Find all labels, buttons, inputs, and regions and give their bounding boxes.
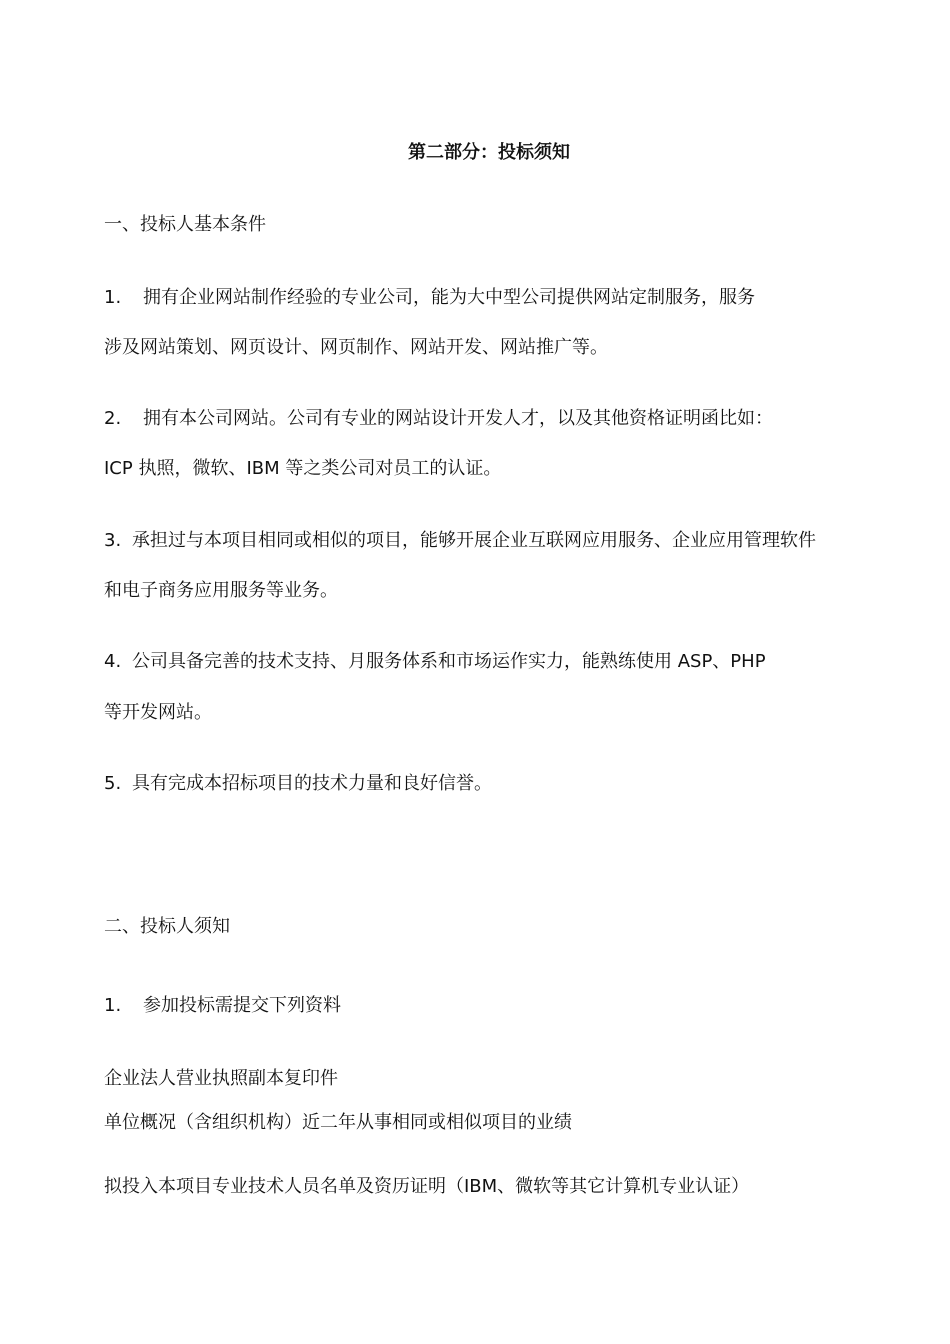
condition-item-4-line-2: 等开发网站。 — [104, 702, 212, 723]
condition-item-5 — [104, 772, 492, 796]
item-number: 3. — [104, 530, 122, 551]
condition-item-4-line-1 — [104, 650, 766, 674]
item-number: 2. — [104, 408, 122, 429]
notice-item-1 — [104, 994, 341, 1018]
item-text: 拥有企业网站制作经验的专业公司，能为大中型公司提供网站定制服务，服务 — [143, 287, 755, 308]
section-heading-basic-conditions: 一、投标人基本条件 — [104, 214, 266, 235]
material-item-company-profile: 单位概况（含组织机构）近二年从事相同或相似项目的业绩 — [104, 1112, 572, 1133]
condition-item-2-line-2: ICP 执照，微软、IBM 等之类公司对员工的认证。 — [104, 458, 502, 479]
item-number: 1. — [104, 995, 122, 1016]
condition-item-1-line-2: 涉及网站策划、网页设计、网页制作、网站开发、网站推广等。 — [104, 337, 608, 358]
item-text: 公司具备完善的技术支持、月服务体系和市场运作实力，能熟练使用 ASP、PHP — [132, 651, 766, 672]
section-heading-bidder-notice: 二、投标人须知 — [104, 916, 230, 937]
condition-item-1-line-1 — [104, 286, 755, 310]
item-number: 4. — [104, 651, 122, 672]
condition-item-3-line-2: 和电子商务应用服务等业务。 — [104, 580, 338, 601]
material-item-staff-list: 拟投入本项目专业技术人员名单及资历证明（IBM、微软等其它计算机专业认证） — [104, 1176, 750, 1197]
condition-item-3-line-1 — [104, 529, 816, 553]
item-text: 参加投标需提交下列资料 — [143, 995, 341, 1016]
item-text: 承担过与本项目相同或相似的项目，能够开展企业互联网应用服务、企业应用管理软件 — [132, 530, 816, 551]
item-text: 具有完成本招标项目的技术力量和良好信誉。 — [132, 773, 492, 794]
item-text: 拥有本公司网站。公司有专业的网站设计开发人才，以及其他资格证明函比如： — [143, 408, 773, 429]
item-number: 1. — [104, 287, 122, 308]
material-item-business-license: 企业法人营业执照副本复印件 — [104, 1068, 338, 1089]
item-number: 5. — [104, 773, 122, 794]
document-title: 第二部分：投标须知 — [408, 142, 570, 163]
condition-item-2-line-1 — [104, 407, 773, 431]
